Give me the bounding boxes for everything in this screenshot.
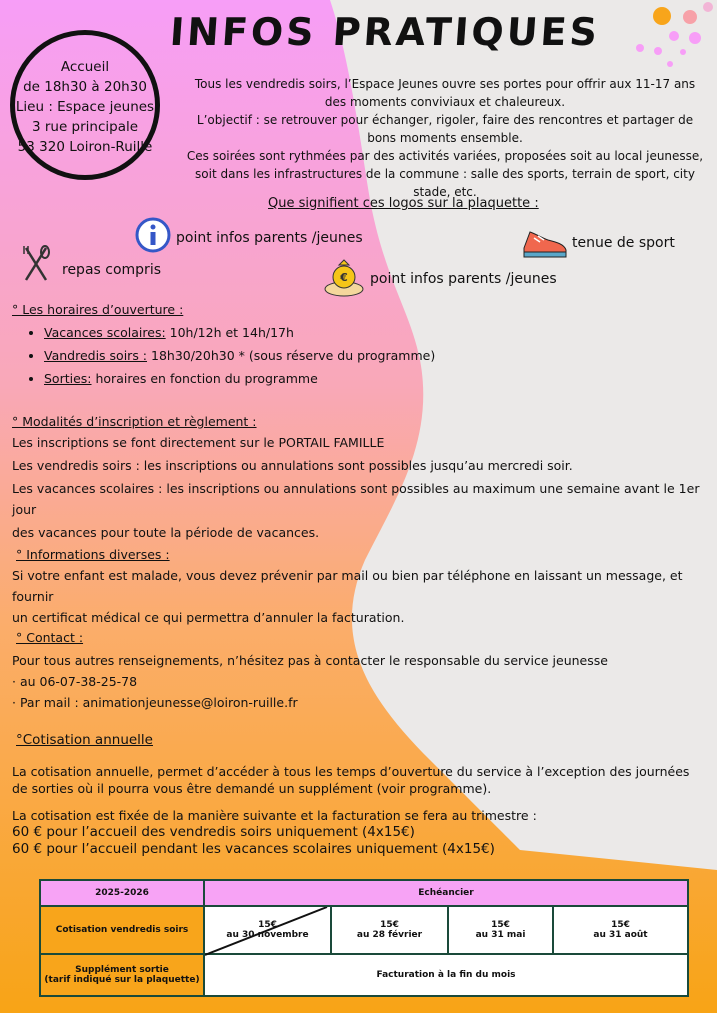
info-icon [134, 216, 172, 254]
cell-date: au 28 février [356, 930, 423, 940]
table-cell [204, 906, 331, 954]
cell-amount: 15€ [491, 920, 510, 930]
accueil-line: 53 320 Loiron-Ruillé [17, 139, 153, 155]
meal-label: repas compris [62, 262, 161, 278]
accueil-line: 3 rue principale [31, 119, 139, 135]
contact-heading: ° Contact : [16, 630, 84, 645]
modalites-line: Les vendredis soirs : les inscriptions ou annulations sont possibles jusqu’au mercredi soir. [12, 458, 573, 473]
money-bag-icon [322, 257, 366, 299]
modalites-line: Les vacances scolaires : les inscriptions ou annulations sont possibles au maximum une semaine avant le 1er jour [12, 481, 700, 517]
money-label: point infos parents /jeunes [370, 271, 557, 287]
contact-section [12, 627, 702, 713]
intro-text [185, 75, 705, 201]
year-cell: 2025-2026 [40, 880, 204, 906]
accueil-line: Lieu : Espace jeunes [15, 99, 155, 115]
intro-paragraph: Ces soirées sont rythmées par des activités variées, proposées soit au local jeunesse, soit dans les infrastructures de la commune : salle des sports, terrain de sport, city stade, etc. [186, 149, 704, 199]
modalites-line: des vacances pour toute la période de vacances. [12, 525, 320, 540]
cell-date: au 31 mai [475, 930, 526, 940]
diverses-line: Si votre enfant est malade, vous devez prévenir par mail ou bien par téléphone en laissant un message, et fournir [12, 568, 683, 604]
horaires-heading: ° Les horaires d’ouverture : [12, 302, 184, 317]
list-item [44, 368, 702, 389]
diverses-heading: ° Informations diverses : [16, 547, 170, 562]
fork-knife-icon [20, 244, 52, 284]
accueil-line: Accueil [60, 59, 110, 75]
table-cell [448, 906, 553, 954]
cotisation-line: La cotisation est fixée de la manière suivante et la facturation se fera au trimestre : [12, 808, 537, 823]
cell-amount: 15€ [258, 920, 277, 930]
contact-line: Pour tous autres renseignements, n’hésitez pas à contacter le responsable du service jeunesse [12, 653, 608, 668]
list-item-text: 10h/12h et 14h/17h [165, 325, 294, 340]
cell-amount: 15€ [380, 920, 399, 930]
row-label-line: Supplément sortie [75, 965, 169, 975]
list-item-label: Vacances scolaires: [44, 325, 166, 340]
accueil-circle [10, 30, 160, 180]
echeancier-table [39, 879, 689, 997]
cotisation-section [12, 730, 702, 858]
list-item [44, 322, 702, 343]
info-label: point infos parents /jeunes [176, 230, 363, 246]
cell-date: au 30 novembre [226, 930, 309, 940]
modalites-heading: ° Modalités d’inscription et règlement : [12, 414, 257, 429]
sneaker-icon [520, 226, 568, 260]
page-title: INFOS PRATIQUES [168, 10, 602, 54]
contact-phone: · au 06-07-38-25-78 [12, 674, 138, 689]
diverses-section [12, 544, 702, 628]
list-item-text: 18h30/20h30 * (sous réserve du programme) [147, 348, 436, 363]
cell-date: au 31 août [593, 930, 648, 940]
list-item-label: Vandredis soirs : [44, 348, 148, 363]
facturation-cell: Facturation à la fin du mois [204, 954, 688, 996]
table-cell [331, 906, 448, 954]
table-cell [553, 906, 688, 954]
echeancier-header: Echéancier [204, 880, 688, 906]
row-label-line: (tarif indiqué sur la plaquette) [44, 975, 200, 985]
logos-heading: Que signifient ces logos sur la plaquette : [268, 196, 539, 211]
horaires-list [12, 322, 702, 389]
intro-paragraph: L’objectif : se retrouver pour échanger, rigoler, faire des rencontres et partager de bons moments ensemble. [196, 113, 694, 145]
horaires-section [12, 299, 702, 391]
list-item [44, 345, 702, 366]
cotisation-paragraph: La cotisation annuelle, permet d’accéder à tous les temps d’ouverture du service à l’exception des journées de sorties où il pourra vous être demandé un supplément (voir programme). [12, 764, 690, 796]
accueil-line: de 18h30 à 20h30 [23, 79, 147, 95]
diverses-line: un certificat médical ce qui permettra d’annuler la facturation. [12, 610, 405, 625]
cell-amount: 15€ [611, 920, 630, 930]
contact-email: · Par mail : animationjeunesse@loiron-ruille.fr [12, 695, 298, 710]
modalites-section [12, 411, 702, 543]
cotisation-heading: °Cotisation annuelle [16, 732, 153, 748]
row-label: Cotisation vendredis soirs [40, 906, 204, 954]
modalites-line: Les inscriptions se font directement sur le PORTAIL FAMILLE [12, 435, 385, 450]
euro-symbol: € [340, 271, 348, 284]
cotisation-line: 60 € pour l’accueil des vendredis soirs uniquement (4x15€) [12, 824, 415, 840]
cotisation-line: 60 € pour l’accueil pendant les vacances scolaires uniquement (4x15€) [12, 841, 495, 857]
sport-label: tenue de sport [572, 235, 675, 251]
intro-paragraph: Tous les vendredis soirs, l’Espace Jeunes ouvre ses portes pour offrir aux 11-17 ans des moments conviviaux et chaleureux. [194, 77, 696, 109]
row-label [40, 954, 204, 996]
list-item-label: Sorties: [44, 371, 92, 386]
diagonal-line [205, 907, 330, 1003]
list-item-text: horaires en fonction du programme [91, 371, 318, 386]
